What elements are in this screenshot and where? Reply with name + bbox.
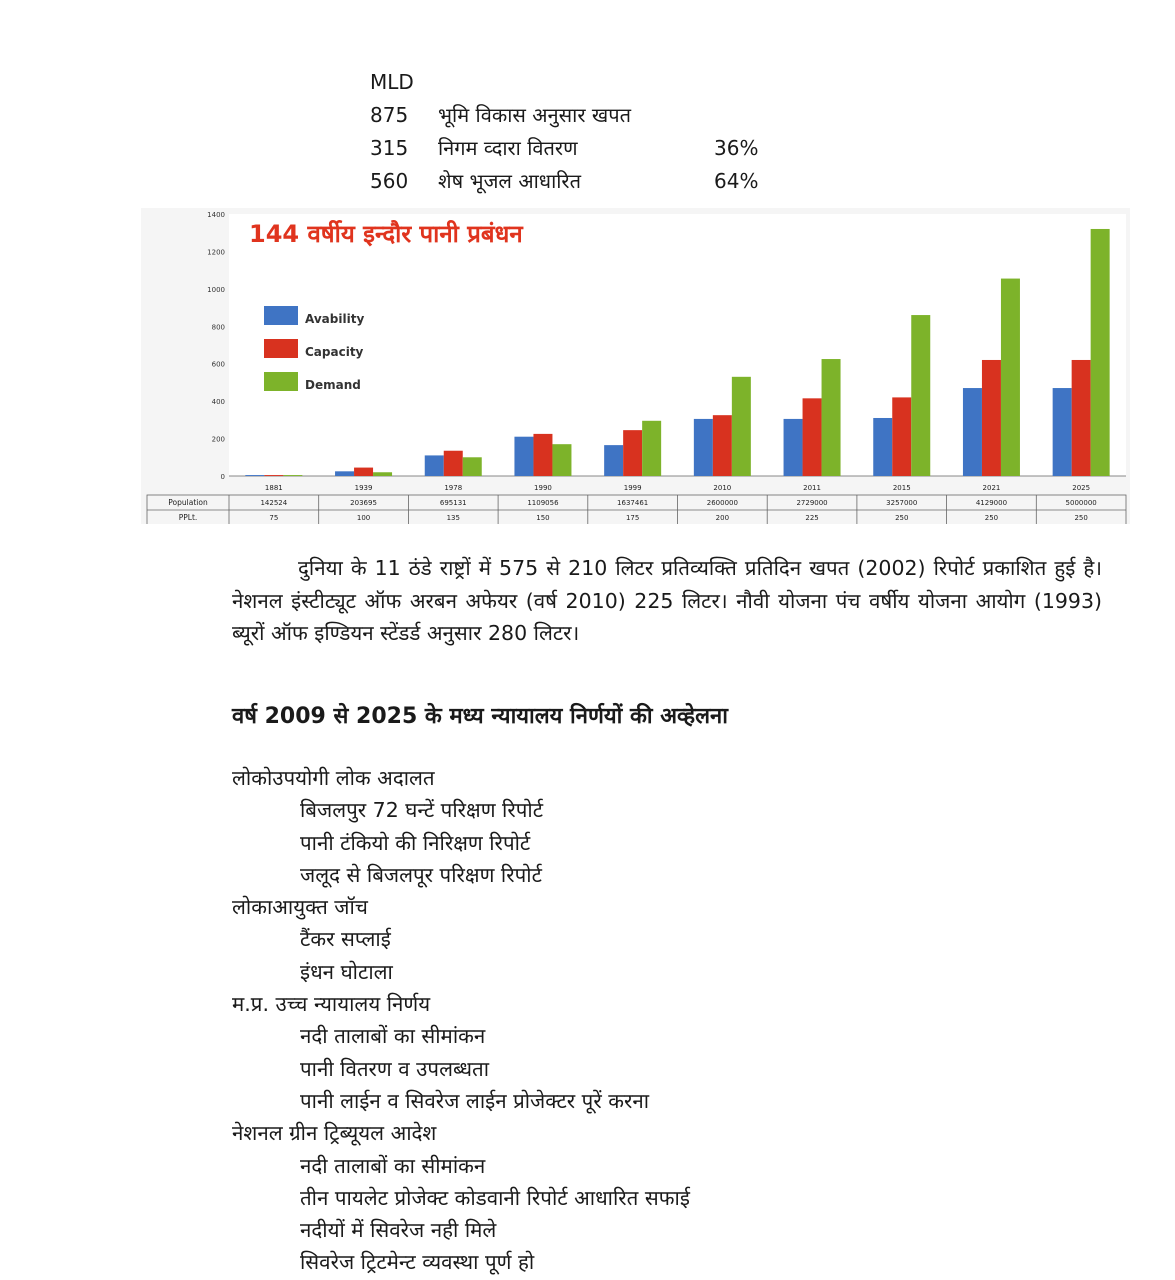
mld-unit: MLD — [370, 70, 414, 94]
legend-swatch-demand — [264, 372, 298, 391]
table-cell: 142524 — [260, 499, 288, 507]
x-tick-label: 2021 — [982, 484, 1001, 492]
mld-percent: 64% — [714, 169, 759, 193]
y-tick-label: 800 — [211, 323, 225, 332]
bar-avability-2010 — [694, 419, 713, 476]
table-cell: 1637461 — [617, 499, 649, 507]
table-cell: 1109056 — [527, 499, 559, 507]
x-tick-label: 1978 — [444, 484, 463, 492]
mld-label: निगम व्दारा वितरण — [438, 136, 578, 160]
bar-capacity-2025 — [1072, 360, 1091, 476]
bar-capacity-2010 — [713, 415, 732, 476]
mld-percent: 36% — [714, 136, 759, 160]
case-section-title: नेशनल ग्रीन ट्रिब्यूयल आदेश — [232, 1121, 437, 1146]
bar-capacity-2015 — [892, 397, 911, 476]
y-tick-label: 1000 — [207, 285, 225, 294]
court-cases-list — [232, 762, 690, 1279]
table-cell: 4129000 — [975, 499, 1008, 507]
case-item: तीन पायलेट प्रोजेक्ट कोडवानी रिपोर्ट आधारित सफाई — [300, 1185, 690, 1210]
water-management-chart — [141, 208, 1130, 524]
paragraph-text: दुनिया के 11 ठंडे राष्ट्रों में 575 से 210 लिटर प्रतिव्यक्ति प्रतिदिन खपत (2002) रिपोर्ट प्रकाशित हुई है। नेशनल इंस्टीट्यूट ऑफ अरबन अफेयर (वर्ष 2010) 225 लिटर। नौवी योजना पंच वर्षीय योजना आयोग (1993) ब्यूरों ऑफ इण्डियन स्टेंडर्ड अनुसार 280 लिटर। — [232, 556, 1102, 645]
table-cell: 175 — [625, 514, 640, 522]
bar-avability-2015 — [873, 418, 892, 476]
table-cell: 3257000 — [886, 499, 918, 507]
bar-demand-2025 — [1091, 229, 1110, 476]
mld-table — [370, 66, 758, 198]
y-tick-label: 600 — [211, 360, 225, 369]
table-cell: 225 — [805, 514, 819, 522]
bar-demand-1990 — [552, 444, 571, 476]
case-item: इंधन घोटाला — [300, 959, 393, 984]
table-row-label: Population — [168, 498, 208, 507]
legend-label-demand: Demand — [305, 378, 361, 392]
mld-value: 875 — [370, 103, 409, 127]
bar-avability-2021 — [963, 388, 982, 476]
bar-capacity-1881 — [264, 475, 283, 476]
table-cell: 203695 — [350, 499, 377, 507]
case-item: नदी तालाबों का सीमांकन — [300, 1153, 486, 1178]
case-item: नदी तालाबों का सीमांकन — [300, 1024, 486, 1049]
bar-avability-1990 — [514, 437, 533, 476]
table-cell: 100 — [356, 514, 371, 522]
table-cell: 2729000 — [796, 499, 828, 507]
case-item: पानी वितरण व उपलब्धता — [300, 1056, 490, 1081]
bar-demand-1978 — [463, 457, 482, 476]
x-tick-label: 1999 — [623, 484, 642, 492]
bar-demand-2021 — [1001, 279, 1020, 476]
mld-row — [370, 99, 758, 132]
table-row-label: PPLt. — [178, 513, 198, 522]
bar-avability-1939 — [335, 471, 354, 476]
bar-demand-1999 — [642, 421, 661, 476]
y-tick-label: 200 — [211, 435, 225, 444]
table-cell: 695131 — [439, 499, 467, 507]
bar-avability-1881 — [245, 475, 264, 476]
y-tick-label: 1200 — [207, 248, 225, 257]
bar-demand-1881 — [283, 475, 302, 476]
bar-capacity-2011 — [803, 398, 822, 476]
case-section-title: लोकोउपयोगी लोक अदालत — [232, 766, 435, 790]
case-item: सिवरेज ट्रिटमेन्ट व्यवस्था पूर्ण हो — [300, 1250, 535, 1275]
bar-avability-1978 — [425, 455, 444, 476]
legend-swatch-capacity — [264, 339, 298, 358]
x-tick-label: 2025 — [1072, 484, 1091, 492]
y-tick-label: 0 — [220, 473, 225, 481]
case-item: जलूद से बिजलपूर परिक्षण रिपोर्ट — [300, 862, 542, 887]
y-tick-label: 400 — [211, 398, 225, 407]
bar-avability-2011 — [784, 419, 803, 476]
bar-demand-1939 — [373, 472, 392, 476]
case-item: नदीयों में सिवरेज नही मिले — [300, 1218, 497, 1243]
chart-title: 144 वर्षीय इन्दौर पानी प्रबंधन — [249, 220, 523, 248]
section-heading: वर्ष 2009 से 2025 के मध्य न्यायालय निर्णयों की अव्हेलना — [232, 704, 728, 729]
mld-row — [370, 132, 758, 165]
mld-row — [370, 165, 758, 198]
table-cell: 150 — [536, 514, 550, 522]
bar-avability-2025 — [1053, 388, 1072, 476]
bar-avability-1999 — [604, 445, 623, 476]
consumption-paragraph — [232, 552, 1102, 650]
y-tick-label: 1400 — [207, 211, 225, 219]
table-cell: 200 — [715, 514, 730, 522]
case-item: टैंकर सप्लाई — [300, 927, 391, 952]
legend-swatch-avability — [264, 306, 298, 325]
x-tick-label: 1939 — [354, 484, 373, 492]
case-item: पानी टंकियो की निरिक्षण रिपोर्ट — [300, 830, 531, 855]
mld-value: 315 — [370, 136, 409, 160]
table-cell: 75 — [269, 514, 279, 522]
bar-demand-2015 — [911, 315, 930, 476]
mld-value: 560 — [370, 169, 409, 193]
legend-label-capacity: Capacity — [305, 345, 364, 359]
chart-svg — [141, 208, 1130, 524]
mld-label: शेष भूजल आधारित — [438, 169, 582, 193]
table-cell: 135 — [446, 514, 460, 522]
x-tick-label: 1990 — [534, 484, 552, 492]
table-cell: 250 — [984, 514, 999, 522]
case-item: बिजलपुर 72 घन्टें परिक्षण रिपोर्ट — [300, 798, 544, 823]
table-cell: 250 — [895, 514, 909, 522]
case-section-title: लोकाआयुक्त जॉच — [232, 895, 368, 920]
bar-capacity-1939 — [354, 468, 373, 476]
case-item: पानी लाईन व सिवरेज लाईन प्रोजेक्टर पूरें करना — [300, 1088, 650, 1113]
case-section-title: म.प्र. उच्च न्यायालय निर्णय — [232, 992, 431, 1017]
table-cell: 5000000 — [1065, 499, 1097, 507]
x-tick-label: 2010 — [713, 484, 732, 492]
x-tick-label: 2011 — [803, 484, 821, 492]
table-cell: 250 — [1074, 514, 1088, 522]
bar-capacity-2021 — [982, 360, 1001, 476]
x-tick-label: 2015 — [892, 484, 911, 492]
table-cell: 2600000 — [706, 499, 738, 507]
bar-demand-2010 — [732, 377, 751, 476]
x-tick-label: 1881 — [264, 484, 283, 492]
bar-capacity-1999 — [623, 430, 642, 476]
bar-demand-2011 — [822, 359, 841, 476]
legend-label-avability: Avability — [305, 312, 365, 326]
bar-capacity-1990 — [533, 434, 552, 476]
mld-label: भूमि विकास अनुसार खपत — [438, 103, 632, 127]
bar-capacity-1978 — [444, 451, 463, 476]
